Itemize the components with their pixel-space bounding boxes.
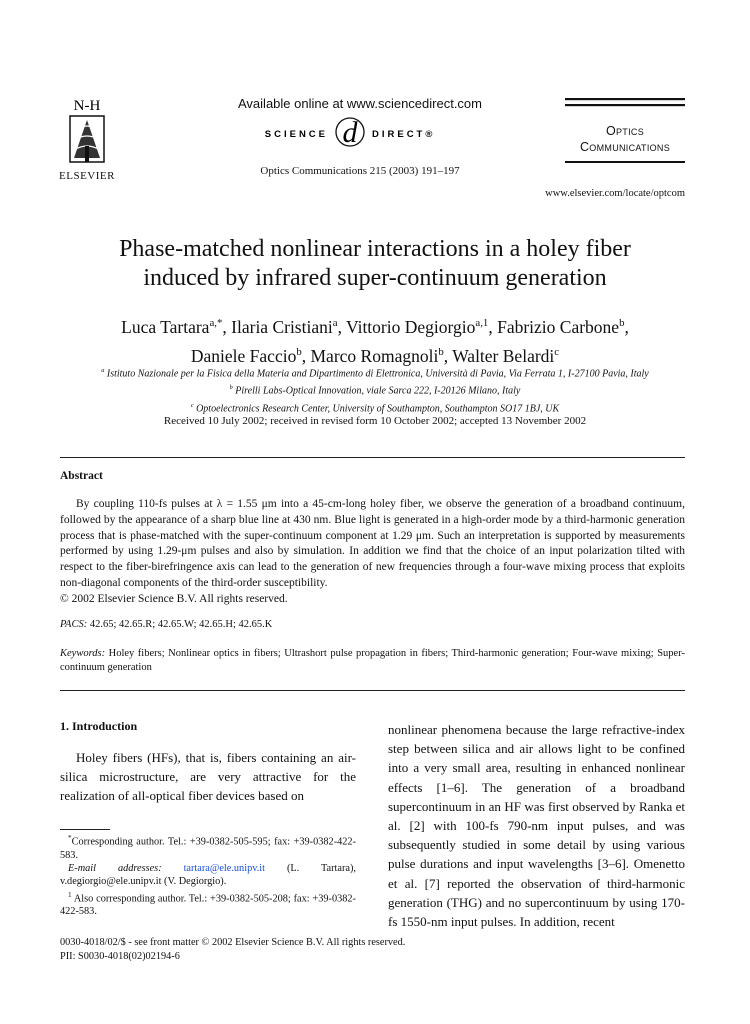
left-column-text: Holey fibers (HFs), that is, fibers containing an air-silica microstructure, are very attractive for the realization of all-optical fiber devices based on <box>60 750 356 804</box>
title-line-2: induced by infrared super-continuum generation <box>143 265 607 291</box>
footnote-rule <box>60 829 110 830</box>
author-affil-mark: a <box>332 317 338 329</box>
section-heading: 1. Introduction <box>60 719 138 733</box>
pii-line: PII: S0030-4018(02)02194-6 <box>60 950 180 962</box>
abstract-text: By coupling 110-fs pulses at λ = 1.55 μm into a 45-cm-long holey fiber, we observe the generation of a broadband continuum, followed by the appearance of a sharp blue line at 430 nm. Blue light is generated in a high-order mode by a third-harmonic generation process that is phase-matched with the super-continuum component at 1.29 μm. Such an interpretation is supported by measurements performed by using 1.29-μm pulses and also by simulation. In addition we find that the choice of an input polarization tilted with respect to the fiber-birefringence axis can lead to the generation of new frequencies through a four-wave mixing process that exploits non-diagonal components of the third-order susceptibility. <box>60 498 685 589</box>
abstract-heading: Abstract <box>60 470 103 482</box>
email-link[interactable]: tartara@ele.unipv.it <box>183 863 265 875</box>
author-name: Fabrizio Carbone <box>497 316 620 337</box>
divider <box>60 690 685 691</box>
pacs-label: PACS: <box>60 619 88 630</box>
divider <box>60 457 685 458</box>
sd-logo-left: SCIENCE <box>264 129 328 140</box>
journal-url[interactable]: www.elsevier.com/locate/optcom <box>545 188 685 199</box>
front-matter-line: 0030-4018/02/$ - see front matter © 2002 Elsevier Science B.V. All rights reserved. <box>60 937 406 948</box>
journal-name <box>560 123 690 155</box>
available-online-text: Available online at www.sciencedirect.com <box>238 96 482 111</box>
title-line-1: Phase-matched nonlinear interactions in a holey fiber <box>119 236 631 262</box>
abstract-copyright: © 2002 Elsevier Science B.V. All rights reserved. <box>60 592 288 605</box>
author-name: Marco Romagnoli <box>310 345 439 366</box>
affiliation-item: $^a$ Istituto Nazionale per la Fisica della Materia and Dipartimento di Elettronica, Università di Pavia, Via Ferrata 1, I-27100 Pavia, Italy <box>101 367 649 380</box>
bottom-matter <box>60 936 685 963</box>
pacs-line <box>60 619 685 630</box>
author-affil-mark: b <box>296 345 302 358</box>
author-name: Vittorio Degiorgio <box>346 316 476 337</box>
author-affil-mark: a,* <box>209 317 223 329</box>
journal-name-line2: Communications <box>579 140 671 154</box>
sciencedirect-logo <box>210 114 510 150</box>
author-name: Luca Tartara <box>121 316 210 337</box>
abstract-body <box>60 497 685 608</box>
author-affil-mark: b <box>438 345 444 358</box>
author-list: Luca Tartara$^{a,*}$, Ilaria Cristiani$^a$, Vittorio Degiorgio$^{a,1}$, Fabrizio Carbone$^b$, Daniele Faccio$^b$, Marco Romagnoli$^b$, Walter Belardi$^c$ <box>121 316 629 366</box>
footnote-email: E-mail addresses: tartara@ele.unipv.it (L. Tartara), v.degiorgio@ele.unipv.it (V. Degiorgio). <box>60 863 356 888</box>
journal-name-underline <box>565 161 685 163</box>
journal-name-line1: Optics <box>605 124 645 138</box>
author-affil-mark: a,1 <box>475 317 489 329</box>
author-name: Walter Belardi <box>452 345 555 366</box>
journal-header-rules <box>565 98 685 108</box>
right-column-text: nonlinear phenomena because the large refractive-index step between silica and air allows light to be confined into a very small area, resulting in enhanced nonlinear effects [1–6]. The generation of a broadband supercontinuum in an HF was first observed by Ranka et al. [2] with 100-fs 790-nm input pulses, and was subsequently studied in some detail by using various pulse durations and input wavelengths [3–6]. Omenetto et al. [7] reported the observation of third-harmonic generation (THG) and no supercontinuum by using 170-fs 1550-nm input pulses. In addition, recent <box>388 722 685 930</box>
keywords-line <box>60 647 685 675</box>
keywords-text: Holey fibers; Nonlinear optics in fibers; Ultrashort pulse propagation in fibers; Third-harmonic generation; Four-wave mixing; Super-continuum generation <box>60 648 685 673</box>
author-affil-mark: c <box>554 345 560 358</box>
author-affil-mark: b <box>619 317 625 329</box>
nh-logo-text: N-H <box>73 98 101 114</box>
article-title <box>60 235 690 293</box>
author-name: Ilaria Cristiani <box>231 316 333 337</box>
footnotes <box>60 832 356 919</box>
affiliation-item: $^b$ Pirelli Labs-Optical Innovation, viale Sarca 222, I-20126 Milano, Italy <box>229 384 521 397</box>
affiliation-item: $^c$ Optoelectronics Research Center, University of Southampton, Southampton SO17 1BJ, UK <box>190 401 560 414</box>
footnote-corresponding: *Corresponding author. Tel.: +39-0382-505-595; fax: +39-0382-422-583. <box>60 834 356 861</box>
sd-logo-d-icon: d <box>342 116 358 149</box>
received-dates: Received 10 July 2002; received in revised form 10 October 2002; accepted 13 November 2002 <box>163 415 587 427</box>
footnote-also: $^1$ Also corresponding author. Tel.: +39-0382-505-208; fax: +39-0382-422-583. <box>60 890 356 918</box>
publisher-name: ELSEVIER <box>59 170 115 182</box>
keywords-label: Keywords: <box>60 648 106 659</box>
pacs-codes: 42.65; 42.65.R; 42.65.W; 42.65.H; 42.65.K <box>89 619 273 630</box>
author-name: Daniele Faccio <box>190 345 297 366</box>
sd-logo-right: DIRECT® <box>372 129 436 140</box>
journal-citation: Optics Communications 215 (2003) 191–197 <box>260 165 460 177</box>
affiliations <box>50 364 700 416</box>
